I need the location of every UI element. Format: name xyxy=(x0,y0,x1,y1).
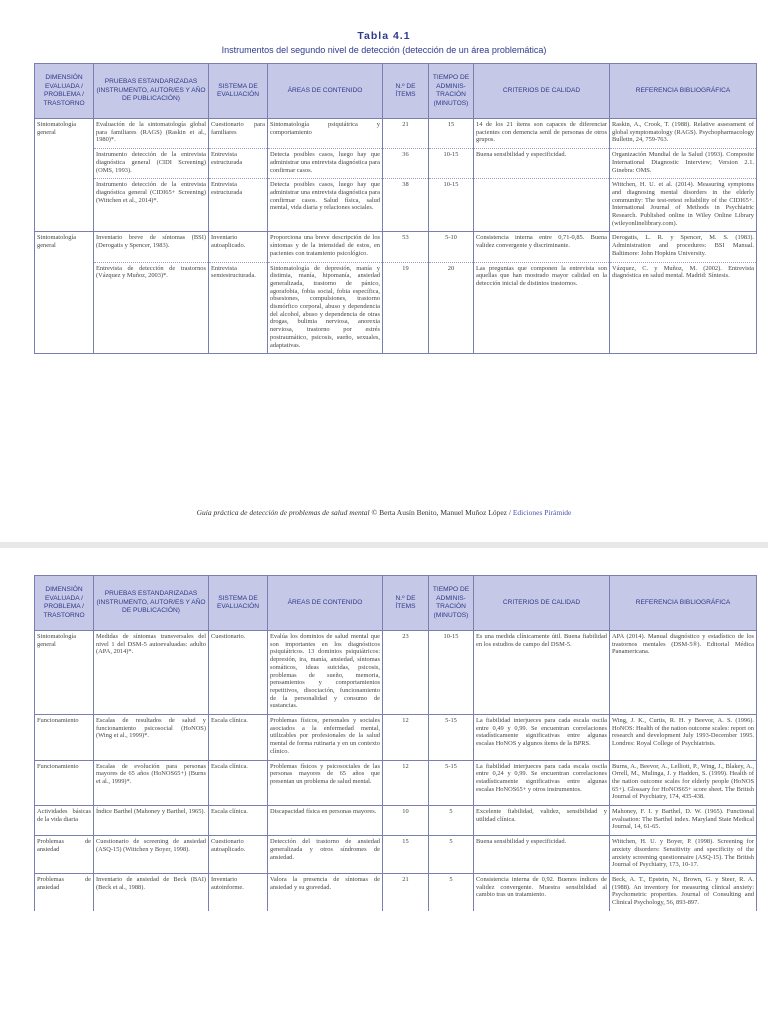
cell-reference: Wittchen, H. U. et al. (2014). Measuring symptoms and diagnosing mental disorders in the elderly community: The test-retest reliability of the CIDI65+. International Journal of Methods in Psychiatric Research. Published online in Wiley Online Library (wileyonlinelibrary.com). xyxy=(610,179,757,232)
cell-time: 5-15 xyxy=(429,760,474,806)
header-items: N.º DE ÍTEMS xyxy=(383,576,429,631)
cell-time: 5-10 xyxy=(429,232,474,262)
cell-test: Entrevista de detección de trastornos (Vázquez y Muñoz, 2003)*. xyxy=(94,262,209,354)
cell-dimension: Problemas de ansiedad xyxy=(35,873,94,910)
cell-areas: Problemas físicos y psicosociales de las personas mayores de 65 años que presentan un problema de salud mental. xyxy=(268,760,383,806)
cell-items: 36 xyxy=(383,149,429,179)
cell-criteria: Las preguntas que componen la entrevista son aquellas que han mostrado mayor calidad en la detección inicial de distintos trastornos. xyxy=(474,262,610,354)
cell-items: 53 xyxy=(383,232,429,262)
cell-test: Escalas de resultados de salud y funcionamiento psicosocial (HoNOS) (Wing et al., 1999)*. xyxy=(94,715,209,761)
table-title: Tabla 4.1 xyxy=(357,30,411,42)
cell-system: Inventario autoaplicado. xyxy=(209,232,268,262)
header-tests: PRUEBAS ESTANDARIZADAS (INSTRUMENTO, AUTOR/ES Y AÑO DE PUBLICACIÓN) xyxy=(94,64,209,119)
cell-dimension: Sintomatología general xyxy=(35,119,94,149)
page-footer xyxy=(0,508,768,517)
footer-separator: / xyxy=(507,508,513,517)
cell-system: Entrevista semiestructurada. xyxy=(209,262,268,354)
cell-reference: Mahoney, F. I. y Barthel, D. W. (1965). Functional evaluation: The Barthel index. Maryland State Medical Journal, 14, 61-65. xyxy=(610,806,757,836)
cell-test: Índice Barthel (Mahoney y Barthel, 1965). xyxy=(94,806,209,836)
cell-dimension xyxy=(35,179,94,232)
cell-items: 38 xyxy=(383,179,429,232)
cell-dimension: Sintomatología general xyxy=(35,232,94,262)
cell-time: 20 xyxy=(429,262,474,354)
header-reference: REFERENCIA BIBLIOGRÁFICA xyxy=(610,64,757,119)
cell-reference: Burns, A., Beevor, A., Lelliott, P., Wing, J., Blakey, A., Orrell, M., Mulinga, J. y Hadden, S. (1999). Health of the nation outcome scales for elderly people (HoNOS 65+). Glossary for HoNOS65+ score sheet. The British Journal of Psychiatry, 174, 435-438. xyxy=(610,760,757,806)
cell-criteria: La fiabilidad interjueces para cada escala oscila entre 0,24 y 0,99. Se encuentran correlaciones estadísticamente significativas entre algunas escalas HoNOS65+ y otros instrumentos. xyxy=(474,760,610,806)
cell-test: Escalas de evolución para personas mayores de 65 años (HoNOS65+) (Burns et al., 1999)*. xyxy=(94,760,209,806)
cell-test: Inventario breve de síntomas (BSI) (Derogatis y Spencer, 1983). xyxy=(94,232,209,262)
table-row xyxy=(35,232,757,262)
cell-criteria: Buena sensibilidad y especificidad. xyxy=(474,836,610,874)
footer-authors: © Berta Ausín Benito, Manuel Muñoz López xyxy=(371,508,507,517)
cell-system: Entrevista estructurada xyxy=(209,179,268,232)
cell-areas: Sintomatología de depresión, manía y distimia, manía, hipomanía, ansiedad generalizada, trastorno de pánico, agorafobia, fobia social, fobia específica, obsesiones, compulsiones, trastorno dismórfico corporal, abuso y dependencia del alcohol, abuso y dependencia de otras drogas, bulimia nerviosa, anorexia nerviosa, trastorno por estrés postraumático, psicosis, sueño, sexuales, adaptativas. xyxy=(268,262,383,354)
cell-criteria: 14 de los 21 ítems son capaces de diferenciar pacientes con demencia senil de personas de otros grupos. xyxy=(474,119,610,149)
cell-test: Inventario de ansiedad de Beck (BAI) (Beck et al., 1988). xyxy=(94,873,209,910)
cell-reference: Wittchen, H. U. y Boyer, P. (1998). Screening for anxiety disorders: Sensitivity and specificity of the anxiety screening questionnaire (ASQ-15). The British Journal of Psychiatry, 173, 10-17. xyxy=(610,836,757,874)
table-row xyxy=(35,836,757,874)
cell-items: 21 xyxy=(383,119,429,149)
cell-reference: Organización Mundial de la Salud (1993). Composite International Diagnostic Interview; Version 2.1. Ginebra: OMS. xyxy=(610,149,757,179)
cell-items: 23 xyxy=(383,631,429,715)
table-row xyxy=(35,179,757,232)
cell-reference: APA (2014). Manual diagnóstico y estadístico de los trastornos mentales (DSM-5®). Editorial Médica Panamericana. xyxy=(610,631,757,715)
footer-publisher: Ediciones Pirámide xyxy=(512,508,572,517)
table-row xyxy=(35,631,757,715)
cell-items: 10 xyxy=(383,806,429,836)
cell-dimension: Actividades básicas de la vida diaria xyxy=(35,806,94,836)
table-row xyxy=(35,760,757,806)
table-row xyxy=(35,262,757,354)
cell-test: Medidas de síntomas transversales del nivel 1 del DSM-5 autoevaluadas: adulto (APA, 2014)*. xyxy=(94,631,209,715)
header-system: SISTEMA DE EVALUACIÓN xyxy=(209,576,268,631)
cell-criteria xyxy=(474,179,610,232)
cell-reference: Beck, A. T., Epstein, N., Brown, G. y Steer, R. A. (1988). An inventory for measuring clinical anxiety: Psychometric properties. Journal of Consulting and Clinical Psychology, 56, 893-897. xyxy=(610,873,757,910)
cell-system: Escala clínica. xyxy=(209,806,268,836)
footer-book-title: Guía práctica de detección de problemas de salud mental xyxy=(196,508,370,517)
cell-dimension: Sintomatología general xyxy=(35,631,94,715)
cell-areas: Evalúa los dominios de salud mental que son importantes en los diagnósticos psiquiátricos. 13 dominios psiquiátricos: depresión, ira, manía, ansiedad, síntomas somáticos, ideas suicidas, psicosis, problemas de sueño, memoria, pensamientos y comportamientos repetitivos, disociación, funcionamiento de la personalidad y consumo de sustancias. xyxy=(268,631,383,715)
header-criteria: CRITERIOS DE CALIDAD xyxy=(474,64,610,119)
cell-areas: Detección del trastorno de ansiedad generalizada y otros síndromes de ansiedad. xyxy=(268,836,383,874)
cell-system: Entrevista estructurada xyxy=(209,149,268,179)
cell-time: 10-15 xyxy=(429,179,474,232)
cell-test: Instrumento detección de la entrevista diagnóstica general (CIDI65+ Screening) (Wittchen et al., 2014)*. xyxy=(94,179,209,232)
cell-criteria: Buena sensibilidad y especificidad. xyxy=(474,149,610,179)
cell-areas: Detecta posibles casos, luego hay que administrar una entrevista diagnóstica para confirmar casos. Salud física, salud mental, vida diaria y relaciones sociales. xyxy=(268,179,383,232)
table-row xyxy=(35,806,757,836)
cell-dimension xyxy=(35,262,94,354)
header-areas: ÁREAS DE CONTENIDO xyxy=(268,64,383,119)
cell-system: Cuestionario. xyxy=(209,631,268,715)
header-time: TIEMPO DE ADMINIS- TRACIÓN (MINUTOS) xyxy=(429,64,474,119)
cell-system: Inventario autoinforme. xyxy=(209,873,268,910)
cell-time: 10-15 xyxy=(429,149,474,179)
cell-dimension: Funcionamiento xyxy=(35,760,94,806)
cell-system: Cuestionario autoaplicado. xyxy=(209,836,268,874)
cell-items: 12 xyxy=(383,715,429,761)
header-items: N.º DE ÍTEMS xyxy=(383,64,429,119)
cell-time: 5 xyxy=(429,806,474,836)
cell-criteria: Consistencia interna entre 0,71-0,85. Buena validez convergente y discriminante. xyxy=(474,232,610,262)
cell-test: Cuestionario de screening de ansiedad (ASQ-15) (Wittchen y Boyer, 1998). xyxy=(94,836,209,874)
header-criteria: CRITERIOS DE CALIDAD xyxy=(474,576,610,631)
cell-criteria: La fiabilidad interjueces para cada escala oscila entre 0,49 y 0,99. Se encuentran correlaciones estadísticamente significativas entre algunas escalas HoNOS y algunos ítems de la BPRS. xyxy=(474,715,610,761)
cell-items: 15 xyxy=(383,836,429,874)
header-time: TIEMPO DE ADMINIS- TRACIÓN (MINUTOS) xyxy=(429,576,474,631)
header-row xyxy=(35,64,757,119)
header-areas: ÁREAS DE CONTENIDO xyxy=(268,576,383,631)
cell-areas: Discapacidad física en personas mayores. xyxy=(268,806,383,836)
cell-reference: Vázquez, C. y Muñoz, M. (2002). Entrevista diagnóstica en salud mental. Madrid: Síntesis. xyxy=(610,262,757,354)
cell-test: Evaluación de la sintomatología global para familiares (RAGS) (Raskin et al., 1980)*. xyxy=(94,119,209,149)
cell-areas: Proporciona una breve descripción de los síntomas y de la intensidad de estos, en pacientes con tratamiento psicológico. xyxy=(268,232,383,262)
header-tests: PRUEBAS ESTANDARIZADAS (INSTRUMENTO, AUTOR/ES Y AÑO DE PUBLICACIÓN) xyxy=(94,576,209,631)
cell-time: 5 xyxy=(429,836,474,874)
cell-dimension: Problemas de ansiedad xyxy=(35,836,94,874)
cell-time: 10-15 xyxy=(429,631,474,715)
cell-dimension xyxy=(35,149,94,179)
cell-areas: Detecta posibles casos, luego hay que administrar una entrevista diagnóstica para confirmar casos. xyxy=(268,149,383,179)
cell-items: 21 xyxy=(383,873,429,910)
cell-time: 5-15 xyxy=(429,715,474,761)
cell-system: Cuestionario para familiares xyxy=(209,119,268,149)
table-row xyxy=(35,873,757,910)
table-row xyxy=(35,715,757,761)
cell-criteria: Consistencia interna de 0,92. Buenos índices de validez convergente. Muestra sensibilidad al cambio tras un tratamiento. xyxy=(474,873,610,910)
cell-areas: Valora la presencia de síntomas de ansiedad y su gravedad. xyxy=(268,873,383,910)
header-dimension: DIMENSIÓN EVALUADA / PROBLEMA / TRASTORNO xyxy=(35,64,94,119)
header-dimension: DIMENSIÓN EVALUADA / PROBLEMA / TRASTORNO xyxy=(35,576,94,631)
instruments-table-part-1 xyxy=(34,63,757,354)
cell-time: 5 xyxy=(429,873,474,910)
cell-test: Instrumento detección de la entrevista diagnóstica general (CIDI Screening) (OMS, 1993). xyxy=(94,149,209,179)
cell-reference: Derogatis, L. R. y Spencer, M. S. (1983). Administration and procedures: BSI Manual. Baltimore: John Hopkins University. xyxy=(610,232,757,262)
cell-reference: Raskin, A., Crook, T. (1988). Relative assessment of global symptomatology (RAGS). Psychopharmacology Bulletin, 24, 759-763. xyxy=(610,119,757,149)
header-system: SISTEMA DE EVALUACIÓN xyxy=(209,64,268,119)
cell-dimension: Funcionamiento xyxy=(35,715,94,761)
cell-criteria: Excelente fiabilidad, validez, sensibilidad y utilidad clínica. xyxy=(474,806,610,836)
cell-criteria: Es una medida clínicamente útil. Buena fiabilidad en los estudios de campo del DSM-5. xyxy=(474,631,610,715)
page-2 xyxy=(0,548,768,1024)
cell-system: Escala clínica. xyxy=(209,760,268,806)
table-row xyxy=(35,149,757,179)
cell-reference: Wing, J. K., Curtis, R. H. y Beevor, A. S. (1996). HoNOS: Health of the nation outcome scales: report on research and development July 1993-December 1995. Londres: Royal College of Psychiatrists. xyxy=(610,715,757,761)
cell-items: 19 xyxy=(383,262,429,354)
cell-items: 12 xyxy=(383,760,429,806)
cell-time: 15 xyxy=(429,119,474,149)
header-row xyxy=(35,576,757,631)
table-row xyxy=(35,119,757,149)
table-subtitle: Instrumentos del segundo nivel de detección (detección de un área problemática) xyxy=(221,45,547,55)
header-reference: REFERENCIA BIBLIOGRÁFICA xyxy=(610,576,757,631)
cell-areas: Problemas físicos, personales y sociales asociados a la enfermedad mental, utilizables por profesionales de la salud mental de forma rutinaria y en un contexto clínico. xyxy=(268,715,383,761)
cell-system: Escala clínica. xyxy=(209,715,268,761)
instruments-table-part-2 xyxy=(34,575,757,911)
cell-areas: Sintomatología psiquiátrica y comportamiento xyxy=(268,119,383,149)
